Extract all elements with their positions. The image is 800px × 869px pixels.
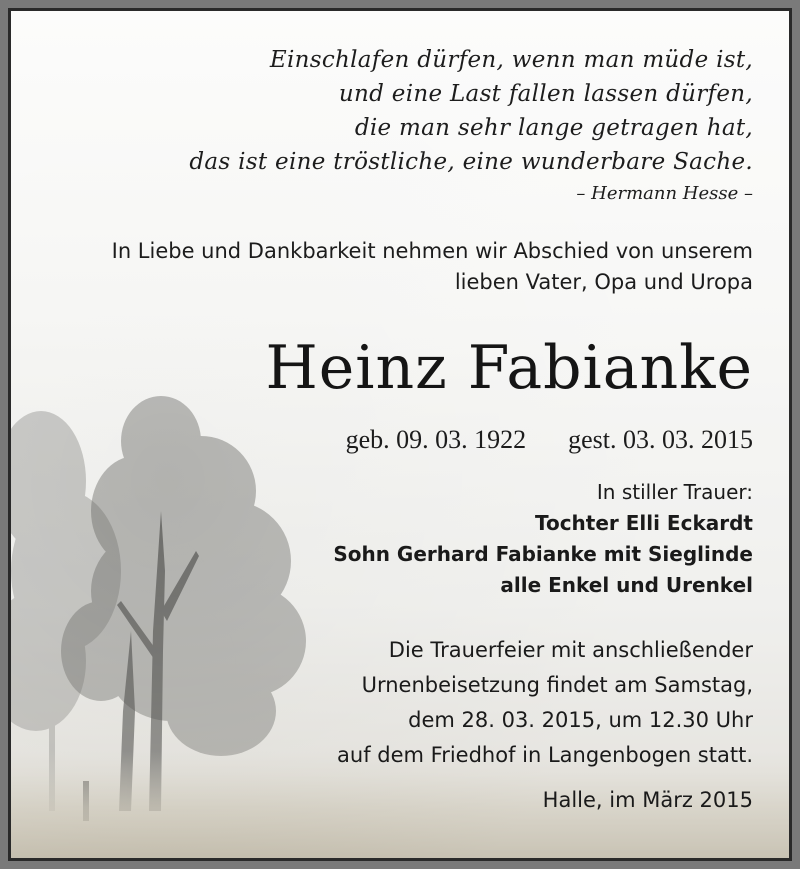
life-dates: [346, 425, 753, 455]
intro-line: In Liebe und Dankbarkeit nehmen wir Abschied von unserem: [111, 239, 753, 263]
quote-line: das ist eine tröstliche, eine wunderbare Sache.: [189, 149, 753, 175]
intro-line: lieben Vater, Opa und Uropa: [454, 270, 753, 294]
quote-line: Einschlafen dürfen, wenn man müde ist,: [269, 47, 753, 73]
service-line: auf dem Friedhof in Langenbogen statt.: [337, 743, 753, 767]
service-line: Urnenbeisetzung findet am Samstag,: [361, 673, 753, 697]
birth-date: geb. 09. 03. 1922: [345, 425, 527, 454]
mourner-name: Sohn Gerhard Fabianke mit Sieglinde: [333, 542, 753, 566]
quote-line: und eine Last fallen lassen dürfen,: [338, 81, 753, 107]
mourner-name: alle Enkel und Urenkel: [500, 573, 753, 597]
place-date: Halle, im März 2015: [542, 788, 753, 812]
mourners-heading: In stiller Trauer:: [596, 480, 753, 504]
obituary-card: [8, 8, 792, 861]
mourners-block: [333, 477, 753, 601]
quote-author: – Hermann Hesse –: [576, 183, 753, 204]
deceased-name: Heinz Fabianke: [265, 333, 753, 403]
intro-text: [112, 236, 753, 298]
service-line: Die Trauerfeier mit anschließender: [388, 638, 753, 662]
quote-block: [189, 43, 753, 179]
death-date: gest. 03. 03. 2015: [568, 425, 753, 454]
service-info: [337, 633, 753, 773]
mourner-name: Tochter Elli Eckardt: [534, 511, 753, 535]
service-line: dem 28. 03. 2015, um 12.30 Uhr: [408, 708, 753, 732]
quote-line: die man sehr lange getragen hat,: [354, 115, 753, 141]
